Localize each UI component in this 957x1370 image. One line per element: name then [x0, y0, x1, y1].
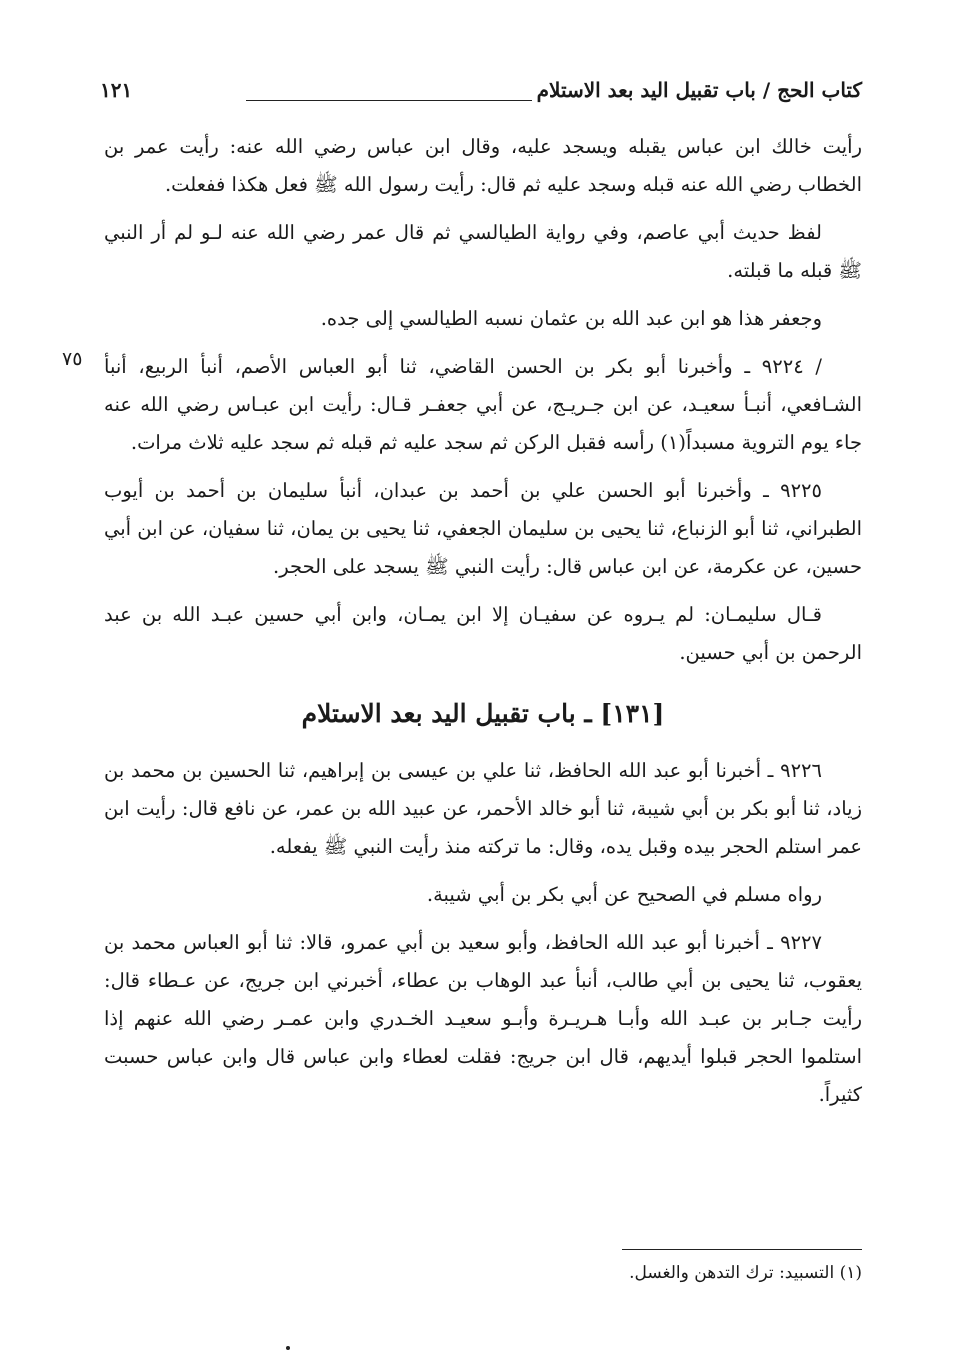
- paragraph-sulayman: قـال سليمـان: لم يـروه عن سفيـان إلا ابن يمـان، وابن أبي حسين عبـد الله بن عبد الرحمن بن أبي حسين.: [104, 603, 862, 664]
- hadith-9227: ٩٢٢٧ ـ أخبرنا أبو عبد الله الحافظ، وأبو سعيد بن أبي عمرو، قالا: ثنا أبو العباس محمد بن يعقوب، ثنا يحيى بن أبي طالب، أنبأ عبد الوهاب بن عطاء، أخبرني ابن جريج، عن عـطاء قال: رأيت جـابر بن عبـد الله وأبـا هـريـرة وأبـو سعيـد الخـدري وابن عمـر رضي الله عنهم إذا استلموا الحجر قبلوا أيديهم، قال ابن جريج: فقلت لعطاء وابن عباس قال وابن عباس حسبت كثيراً.: [104, 931, 862, 1106]
- running-header: [100, 72, 862, 112]
- header-title: كتاب الحج / باب تقبيل اليد بعد الاستلام: [536, 78, 862, 102]
- page-number: ١٢١: [100, 78, 133, 102]
- footnote: (١) التسبيد: ترك التدهن والغسل.: [629, 1263, 862, 1283]
- paragraph-muslim: رواه مسلم في الصحيح عن أبي بكر بن أبي شيبة.: [426, 883, 822, 906]
- header-rule: [246, 100, 532, 101]
- hadith-9224: / ٩٢٢٤ ـ وأخبرنا أبو بكر بن الحسن القاضي، ثنا أبو العباس الأصم، أنبأ الربيع، أنبأ الشـافعي، أنبـأ سعيـد، عن ابن جـريـج، عن أبي جعفـر قـال: رأيت ابن عبـاس رضي الله عنه جاء يوم التروية مسبداً(١) رأسه فقبل الركن ثم سجد عليه ثم قبله ثم سجد عليه ثلاث مرات.: [104, 355, 862, 454]
- paragraph-3: وجعفر هذا هو ابن عبد الله بن عثمان نسبه الطيالسي إلى جده.: [320, 307, 822, 330]
- chapter-heading: [١٣١] ـ باب تقبيل اليد بعد الاستلام: [301, 699, 665, 728]
- page-mark: [286, 1346, 290, 1350]
- hadith-9226: ٩٢٢٦ ـ أخبرنا أبو عبد الله الحافظ، ثنا علي بن عيسى بن إبراهيم، ثنا الحسين بن محمد بن زياد، ثنا أبو بكر بن أبي شيبة، ثنا أبو خالد الأحمر، عن عبيد الله بن عمر، عن نافع قال: رأيت ابن عمر استلم الحجر بيده وقبل يده، وقال: ما تركته منذ رأيت النبي ﷺ يفعله.: [104, 759, 862, 858]
- paragraph-1: رأيت خالك ابن عباس يقبله ويسجد عليه، وقال ابن عباس رضي الله عنه: رأيت عمر بن الخطاب رضي الله عنه قبله وسجد عليه ثم قال: رأيت رسول الله ﷺ فعل هكذا ففعلت.: [104, 135, 862, 196]
- hadith-9225: ٩٢٢٥ ـ وأخبرنا أبو الحسن علي بن أحمد بن عبدان، أنبأ سليمان بن أحمد بن أيوب الطبراني، ثنا أبو الزنباع، ثنا يحيى بن سليمان الجعفي، ثنا يحيى بن يمان، ثنا سفيان، عن ابن أبي حسين، عن عكرمة، عن ابن عباس قال: رأيت النبي ﷺ يسجد على الحجر.: [104, 479, 862, 578]
- paragraph-2: لفظ حديث أبي عاصم، وفي رواية الطيالسي ثم قال عمر رضي الله عنه لـو لم أر النبي ﷺ قبله ما قبلته.: [104, 221, 862, 282]
- page-body: [62, 128, 862, 1124]
- footnote-rule: [622, 1249, 862, 1250]
- margin-number: ٧٥: [62, 348, 83, 370]
